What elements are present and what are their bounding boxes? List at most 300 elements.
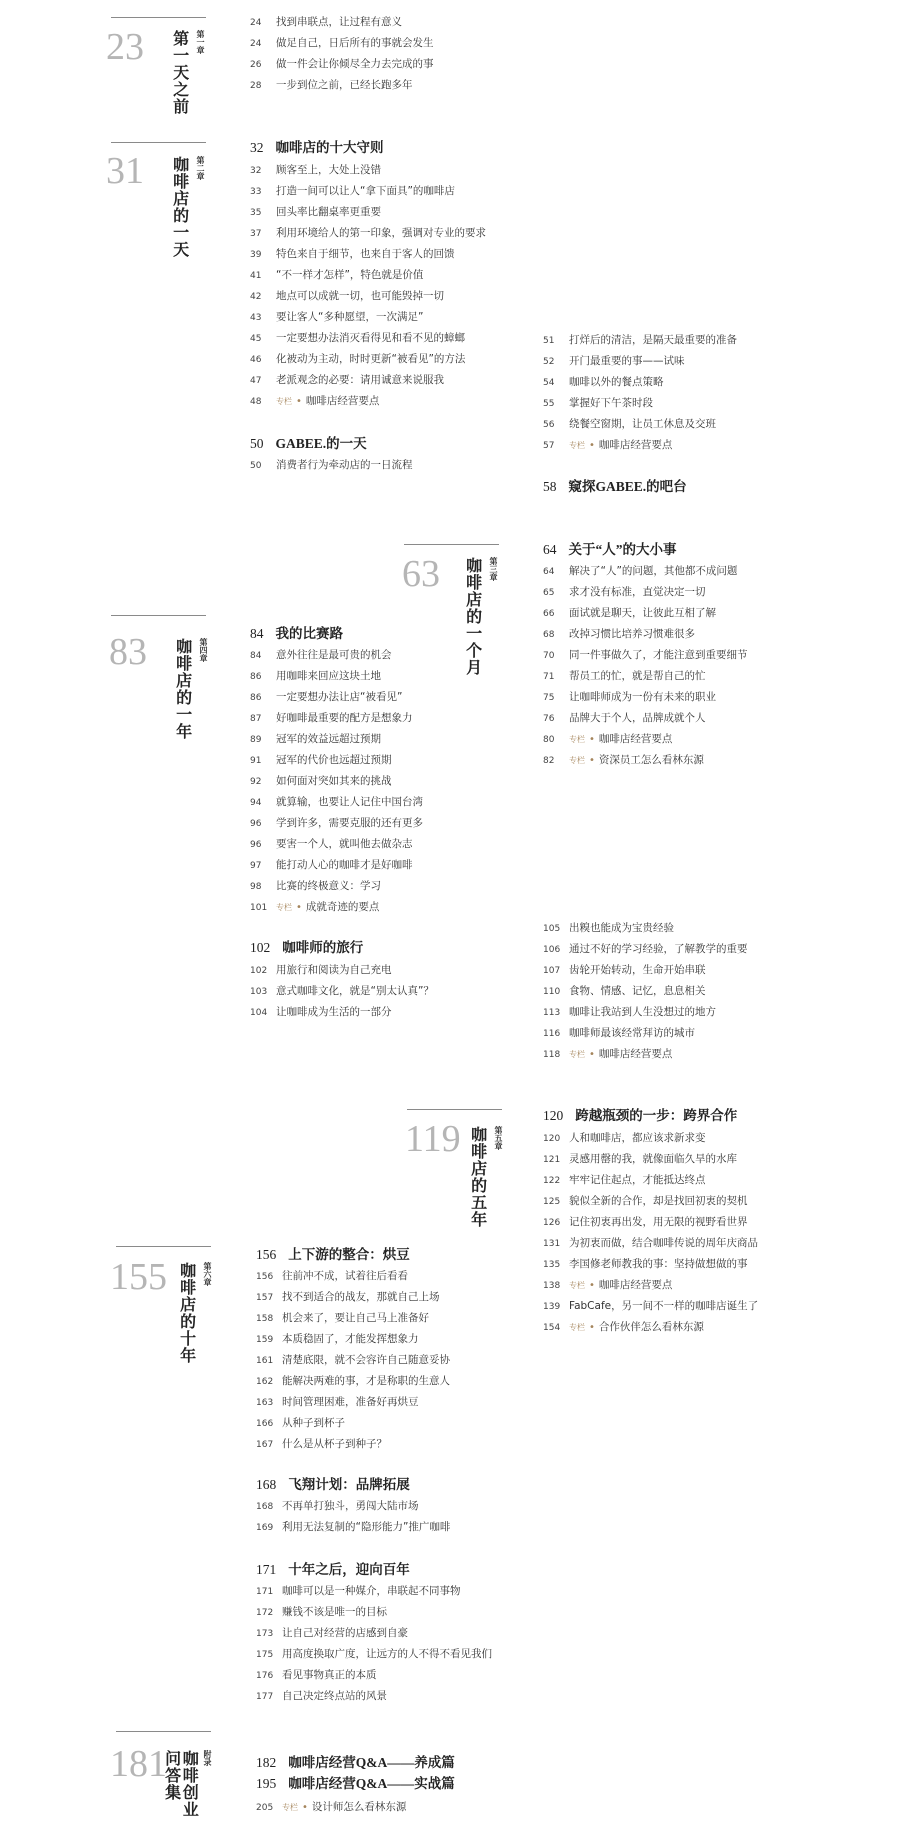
entry-page: 55: [543, 399, 555, 409]
entry-title: 消费者行为牵动店的一日流程: [276, 459, 413, 471]
toc-entry[interactable]: [543, 1233, 758, 1254]
toc-entry[interactable]: [543, 1002, 748, 1023]
toc-entry[interactable]: [543, 1254, 758, 1275]
toc-entry[interactable]: [543, 351, 737, 372]
toc-entry[interactable]: [543, 603, 748, 624]
entry-title: 做一件会让你倾尽全力去完成的事: [276, 58, 434, 70]
entry-title: 找不到适合的战友，那就自己上场: [282, 1291, 440, 1303]
entry-title: 一步到位之前，已经长跑多年: [276, 79, 413, 91]
section-page: 120: [543, 1108, 564, 1123]
chapter-rule: [111, 17, 206, 18]
entry-title: 意式咖啡文化，就是“别太认真”？: [276, 985, 434, 997]
entry-title: 自己决定终点站的风景: [282, 1690, 387, 1702]
toc-entry[interactable]: [543, 561, 748, 582]
entry-page: 97: [250, 861, 262, 871]
entry-title: 比赛的终极意义：学习: [276, 880, 381, 892]
entry-page: 101: [250, 903, 268, 913]
toc-entry[interactable]: [256, 1350, 450, 1371]
toc-entry[interactable]: [543, 960, 748, 981]
entry-title: 打烊后的清洁，是隔天最重要的准备: [569, 334, 737, 346]
section-title: 咖啡师的旅行: [282, 940, 364, 955]
toc-entry[interactable]: [250, 349, 486, 370]
entry-page: 96: [250, 840, 262, 850]
toc-entry[interactable]: [543, 918, 748, 939]
entry-title: 貌似全新的合作，却是找回初衷的契机: [569, 1195, 748, 1207]
entry-title: 用高度换取广度，让远方的人不得不看见我们: [282, 1648, 492, 1660]
bullet-dot: •: [589, 734, 595, 745]
toc-entry[interactable]: [543, 1212, 758, 1233]
toc-entry[interactable]: [543, 435, 737, 456]
section-page: 168: [256, 1477, 277, 1492]
entry-title: 赚钱不该是唯一的目标: [282, 1606, 387, 1618]
toc-entry[interactable]: [250, 328, 486, 349]
toc-entry[interactable]: [543, 1170, 758, 1191]
entry-list: [256, 1581, 492, 1707]
column-tag: 专栏: [282, 1803, 298, 1812]
toc-entry[interactable]: [250, 666, 423, 687]
entry-page: 121: [543, 1155, 561, 1165]
toc-entry[interactable]: [250, 202, 486, 223]
entry-page: 65: [543, 588, 555, 598]
entry-page: 120: [543, 1134, 561, 1144]
toc-entry[interactable]: [250, 687, 423, 708]
entry-title: 咖啡店经营要点: [598, 733, 673, 745]
toc-entry[interactable]: [250, 75, 434, 96]
entry-title: 出糗也能成为宝贵经验: [569, 922, 674, 934]
toc-entry[interactable]: [250, 792, 423, 813]
toc-entry[interactable]: [256, 1413, 450, 1434]
toc-entry[interactable]: [543, 1128, 758, 1149]
entry-page: 162: [256, 1377, 274, 1387]
entry-page: 45: [250, 334, 262, 344]
section-heading[interactable]: [250, 626, 343, 642]
toc-entry[interactable]: [256, 1308, 450, 1329]
entry-page: 139: [543, 1302, 561, 1312]
entry-page: 173: [256, 1629, 274, 1639]
section-title: 我的比赛路: [275, 626, 343, 641]
bullet-dot: •: [302, 1802, 308, 1813]
entry-page: 87: [250, 714, 262, 724]
entry-title: 学到许多，需要克服的还有更多: [276, 817, 423, 829]
entry-list: [250, 160, 486, 412]
entry-page: 110: [543, 987, 561, 997]
entry-title: 掌握好下午茶时段: [569, 397, 653, 409]
section-heading[interactable]: [256, 1477, 410, 1493]
chapter-label: 第三章: [489, 557, 498, 581]
entry-page: 43: [250, 313, 262, 323]
entry-page: 24: [250, 18, 262, 28]
toc-entry[interactable]: [250, 729, 423, 750]
toc-entry[interactable]: [543, 750, 748, 771]
entry-page: 172: [256, 1608, 274, 1618]
toc-entry[interactable]: [543, 981, 748, 1002]
toc-entry[interactable]: [250, 265, 486, 286]
chapter-number: 31: [106, 150, 144, 192]
entry-title: 好咖啡最重要的配方是想象力: [276, 712, 413, 724]
entry-title: 什么是从杯子到种子？: [282, 1438, 387, 1450]
entry-page: 171: [256, 1587, 274, 1597]
entry-title: 合作伙伴怎么看林东源: [598, 1321, 704, 1333]
entry-page: 86: [250, 693, 262, 703]
toc-entry[interactable]: [250, 750, 423, 771]
toc-entry[interactable]: [256, 1266, 450, 1287]
chapter-label: 第四章: [199, 638, 208, 662]
section-heading[interactable]: [543, 542, 677, 558]
toc-entry[interactable]: [250, 286, 486, 307]
toc-entry[interactable]: [250, 12, 434, 33]
chapter-rule: [116, 1246, 211, 1247]
chapter-title: 咖啡创业问答集: [162, 1750, 198, 1818]
entry-title: 冠军的效益远超过预期: [276, 733, 381, 745]
toc-entry[interactable]: [256, 1797, 406, 1818]
entry-title: 能打动人心的咖啡才是好咖啡: [276, 859, 413, 871]
entry-page: 138: [543, 1281, 561, 1291]
section-title: 上下游的整合：烘豆: [288, 1247, 410, 1262]
toc-entry[interactable]: [250, 771, 423, 792]
toc-entry[interactable]: [543, 1296, 758, 1317]
entry-page: 42: [250, 292, 262, 302]
entry-page: 176: [256, 1671, 274, 1681]
entry-title: 咖啡让我站到人生没想过的地方: [569, 1006, 716, 1018]
toc-entry[interactable]: [250, 160, 486, 181]
column-tag: 专栏: [276, 903, 292, 912]
column-tag: 专栏: [569, 756, 585, 765]
entry-page: 84: [250, 651, 262, 661]
entry-title: 咖啡可以是一种媒介，串联起不同事物: [282, 1585, 461, 1597]
entry-title: 开门最重要的事——试味: [569, 355, 685, 367]
section-title: 飞翔计划：品牌拓展: [288, 1477, 410, 1492]
entry-page: 166: [256, 1419, 274, 1429]
toc-entry[interactable]: [543, 645, 748, 666]
entry-page: 96: [250, 819, 262, 829]
toc-entry[interactable]: [543, 1044, 748, 1065]
entry-title: 品牌大于个人，品牌成就个人: [569, 712, 706, 724]
toc-entry[interactable]: [543, 1149, 758, 1170]
entry-title: 清楚底限，就不会容许自己随意妥协: [282, 1354, 450, 1366]
entry-page: 56: [543, 420, 555, 430]
section-page: 58: [543, 479, 557, 494]
toc-entry[interactable]: [250, 223, 486, 244]
chapter-title: 咖啡店的五年: [468, 1126, 486, 1228]
chapter-number: 181: [110, 1743, 167, 1785]
entry-page: 52: [543, 357, 555, 367]
entry-title: 求才没有标准，直觉决定一切: [569, 586, 706, 598]
column-tag: 专栏: [569, 735, 585, 744]
section-heading[interactable]: [250, 940, 363, 956]
entry-title: 改掉习惯比培养习惯难很多: [569, 628, 695, 640]
toc-entry[interactable]: [250, 855, 423, 876]
toc-entry[interactable]: [256, 1644, 492, 1665]
toc-entry[interactable]: [250, 244, 486, 265]
entry-page: 91: [250, 756, 262, 766]
section-heading[interactable]: [256, 1247, 410, 1263]
entry-page: 24: [250, 39, 262, 49]
entry-title: 灵感用罄的我，就像面临久旱的水库: [569, 1153, 737, 1165]
entry-page: 131: [543, 1239, 561, 1249]
entry-page: 168: [256, 1502, 274, 1512]
toc-entry[interactable]: [543, 414, 737, 435]
entry-title: 记住初衷再出发，用无限的视野看世界: [569, 1216, 748, 1228]
entry-page: 37: [250, 229, 262, 239]
entry-page: 28: [250, 81, 262, 91]
section-heading[interactable]: [256, 1776, 455, 1792]
chapter-number: 119: [405, 1118, 461, 1160]
chapter-rule: [116, 1731, 211, 1732]
toc-entry[interactable]: [250, 391, 486, 412]
entry-title: 意外往往是最可贵的机会: [276, 649, 392, 661]
toc-entry[interactable]: [543, 624, 748, 645]
chapter-title: 咖啡店的十年: [177, 1262, 195, 1364]
section-title: 咖啡店经营Q&A——养成篇: [288, 1755, 455, 1770]
toc-entry[interactable]: [250, 960, 434, 981]
entry-title: 往前冲不成，试着往后看看: [282, 1270, 408, 1282]
section-heading[interactable]: [250, 436, 367, 452]
entry-page: 107: [543, 966, 561, 976]
section-page: 156: [256, 1247, 277, 1262]
entry-page: 50: [250, 461, 262, 471]
entry-page: 46: [250, 355, 262, 365]
chapter-rule: [111, 142, 206, 143]
entry-page: 70: [543, 651, 555, 661]
entry-title: 通过不好的学习经验，了解教学的重要: [569, 943, 748, 955]
toc-entry[interactable]: [250, 54, 434, 75]
toc-entry[interactable]: [250, 181, 486, 202]
entry-page: 126: [543, 1218, 561, 1228]
entry-page: 35: [250, 208, 262, 218]
toc-entry[interactable]: [256, 1623, 492, 1644]
entry-page: 106: [543, 945, 561, 955]
entry-title: 咖啡以外的餐点策略: [569, 376, 664, 388]
bullet-dot: •: [589, 1049, 595, 1060]
entry-page: 71: [543, 672, 555, 682]
entry-page: 82: [543, 756, 555, 766]
toc-entry[interactable]: [256, 1602, 492, 1623]
toc-entry[interactable]: [543, 687, 748, 708]
entry-list: [256, 1266, 450, 1455]
toc-entry[interactable]: [250, 370, 486, 391]
entry-page: 47: [250, 376, 262, 386]
column-tag: 专栏: [569, 1323, 585, 1332]
chapter-number: 155: [110, 1256, 167, 1298]
entry-page: 104: [250, 1008, 268, 1018]
chapter-label: 附录: [203, 1750, 212, 1766]
section-title: 关于“人”的大小事: [568, 542, 677, 557]
entry-title: 化被动为主动，时时更新“被看见”的方法: [276, 353, 466, 365]
entry-title: FabCafe，另一间不一样的咖啡店诞生了: [569, 1300, 759, 1312]
section-heading[interactable]: [543, 1108, 737, 1124]
toc-entry[interactable]: [543, 939, 748, 960]
entry-title: 机会来了，要让自己马上准备好: [282, 1312, 429, 1324]
entry-page: 205: [256, 1803, 274, 1813]
toc-entry[interactable]: [543, 1023, 748, 1044]
entry-title: 看见事物真正的本质: [282, 1669, 377, 1681]
toc-entry[interactable]: [256, 1581, 492, 1602]
entry-title: 冠军的代价也远超过预期: [276, 754, 392, 766]
section-title: 咖啡店经营Q&A——实战篇: [288, 1776, 455, 1791]
toc-entry[interactable]: [250, 876, 423, 897]
column-tag: 专栏: [569, 1050, 585, 1059]
entry-title: “不一样才怎样”，特色就是价值: [276, 269, 424, 281]
toc-entry[interactable]: [250, 455, 413, 476]
chapter-rule: [111, 615, 206, 616]
entry-page: 102: [250, 966, 268, 976]
entry-title: 本质稳固了，才能发挥想象力: [282, 1333, 419, 1345]
entry-page: 105: [543, 924, 561, 934]
section-page: 171: [256, 1562, 277, 1577]
entry-page: 75: [543, 693, 555, 703]
entry-page: 113: [543, 1008, 561, 1018]
entry-title: 齿轮开始转动，生命开始串联: [569, 964, 706, 976]
toc-entry[interactable]: [543, 372, 737, 393]
section-title: 咖啡店的十大守则: [275, 140, 384, 155]
entry-title: 如何面对突如其来的挑战: [276, 775, 392, 787]
chapter-title: 咖啡店的一天: [170, 156, 188, 258]
entry-title: 让咖啡师成为一份有未来的职业: [569, 691, 716, 703]
entry-page: 66: [543, 609, 555, 619]
entry-title: 咖啡师最该经常拜访的城市: [569, 1027, 695, 1039]
entry-page: 86: [250, 672, 262, 682]
section-page: 195: [256, 1776, 277, 1791]
entry-page: 76: [543, 714, 555, 724]
section-title: 跨越瓶颈的一步：跨界合作: [575, 1108, 738, 1123]
entry-title: 就算输，也要让人记住中国台湾: [276, 796, 423, 808]
entry-page: 135: [543, 1260, 561, 1270]
section-heading[interactable]: [250, 140, 384, 156]
toc-entry[interactable]: [250, 33, 434, 54]
toc-entry[interactable]: [256, 1434, 450, 1455]
toc-entry[interactable]: [543, 729, 748, 750]
entry-page: 116: [543, 1029, 561, 1039]
entry-title: 帮员工的忙，就是帮自己的忙: [569, 670, 706, 682]
entry-list: [250, 12, 434, 96]
entry-page: 103: [250, 987, 268, 997]
section-page: 84: [250, 626, 264, 641]
column-tag: 专栏: [569, 1281, 585, 1290]
section-page: 32: [250, 140, 264, 155]
toc-entry[interactable]: [250, 307, 486, 328]
toc-entry[interactable]: [543, 393, 737, 414]
toc-entry[interactable]: [250, 981, 434, 1002]
chapter-rule: [407, 1109, 502, 1110]
chapter-label: 第六章: [203, 1262, 212, 1286]
entry-title: 顾客至上，大处上没错: [276, 164, 381, 176]
toc-entry[interactable]: [543, 1317, 758, 1338]
entry-list: [256, 1496, 450, 1538]
entry-page: 41: [250, 271, 262, 281]
toc-entry[interactable]: [543, 666, 748, 687]
toc-entry[interactable]: [250, 834, 423, 855]
toc-entry[interactable]: [256, 1392, 450, 1413]
entry-page: 177: [256, 1692, 274, 1702]
toc-entry[interactable]: [256, 1686, 492, 1707]
entry-page: 167: [256, 1440, 274, 1450]
toc-entry[interactable]: [543, 708, 748, 729]
entry-title: 要害一个人，就叫他去做杂志: [276, 838, 413, 850]
toc-entry[interactable]: [543, 582, 748, 603]
entry-page: 125: [543, 1197, 561, 1207]
entry-page: 26: [250, 60, 262, 70]
entry-page: 94: [250, 798, 262, 808]
entry-page: 118: [543, 1050, 561, 1060]
section-title: GABEE.的一天: [275, 436, 367, 451]
entry-page: 89: [250, 735, 262, 745]
toc-entry[interactable]: [250, 897, 423, 918]
section-page: 102: [250, 940, 271, 955]
entry-page: 57: [543, 441, 555, 451]
entry-title: 利用环境给人的第一印象，强调对专业的要求: [276, 227, 486, 239]
toc-entry[interactable]: [256, 1329, 450, 1350]
entry-title: 咖啡店经营要点: [598, 439, 673, 451]
toc-entry[interactable]: [256, 1665, 492, 1686]
chapter-number: 83: [109, 631, 147, 673]
section-title: 十年之后，迎向百年: [288, 1562, 410, 1577]
entry-title: 一定要想办法消灭看得见和看不见的蟑螂: [276, 332, 465, 344]
entry-list: [543, 561, 748, 771]
toc-entry[interactable]: [543, 1191, 758, 1212]
entry-title: 资深员工怎么看林东源: [598, 754, 704, 766]
entry-title: 特色来自于细节，也来自于客人的回馈: [276, 248, 455, 260]
entry-page: 51: [543, 336, 555, 346]
entry-title: 回头率比翻桌率更重要: [276, 206, 381, 218]
entry-list: [250, 960, 434, 1023]
entry-title: 要让客人“多种愿望，一次满足”: [276, 311, 424, 323]
toc-entry[interactable]: [543, 1275, 758, 1296]
entry-title: 成就奇迹的要点: [305, 901, 380, 913]
section-heading[interactable]: [543, 479, 687, 495]
toc-entry[interactable]: [256, 1371, 450, 1392]
entry-list: [543, 918, 748, 1065]
entry-page: 169: [256, 1523, 274, 1533]
bullet-dot: •: [589, 440, 595, 451]
entry-page: 158: [256, 1314, 274, 1324]
toc-entry[interactable]: [250, 813, 423, 834]
column-tag: 专栏: [276, 397, 292, 406]
entry-title: 让咖啡成为生活的一部分: [276, 1006, 392, 1018]
entry-title: 解决了“人”的问题，其他都不成问题: [569, 565, 738, 577]
entry-title: 设计师怎么看林东源: [311, 1801, 407, 1813]
toc-entry[interactable]: [543, 330, 737, 351]
toc-entry[interactable]: [250, 708, 423, 729]
entry-page: 157: [256, 1293, 274, 1303]
entry-title: 一定要想办法让店“被看见”: [276, 691, 403, 703]
entry-title: 用旅行和阅读为自己充电: [276, 964, 392, 976]
entry-title: 食物、情感、记忆，息息相关: [569, 985, 706, 997]
toc-entry[interactable]: [256, 1517, 450, 1538]
entry-title: 面试就是聊天，让彼此互相了解: [569, 607, 716, 619]
toc-entry[interactable]: [256, 1287, 450, 1308]
bullet-dot: •: [589, 755, 595, 766]
chapter-title: 咖啡店的一年: [173, 638, 191, 740]
section-heading[interactable]: [256, 1755, 455, 1771]
entry-title: 让自己对经营的店感到自豪: [282, 1627, 408, 1639]
entry-page: 48: [250, 397, 262, 407]
toc-entry[interactable]: [250, 645, 423, 666]
bullet-dot: •: [589, 1280, 595, 1291]
section-heading[interactable]: [256, 1562, 410, 1578]
bullet-dot: •: [589, 1322, 595, 1333]
toc-entry[interactable]: [256, 1496, 450, 1517]
entry-page: 154: [543, 1323, 561, 1333]
entry-title: 为初衷而做，结合咖啡传说的周年庆商品: [569, 1237, 758, 1249]
column-tag: 专栏: [569, 441, 585, 450]
chapter-rule: [404, 544, 499, 545]
entry-page: 33: [250, 187, 262, 197]
entry-title: 利用无法复制的“隐形能力”推广咖啡: [282, 1521, 451, 1533]
entry-title: 咖啡店经营要点: [305, 395, 380, 407]
toc-entry[interactable]: [250, 1002, 434, 1023]
entry-title: 打造一间可以让人“拿下面具”的咖啡店: [276, 185, 455, 197]
entry-list: [543, 1128, 758, 1338]
